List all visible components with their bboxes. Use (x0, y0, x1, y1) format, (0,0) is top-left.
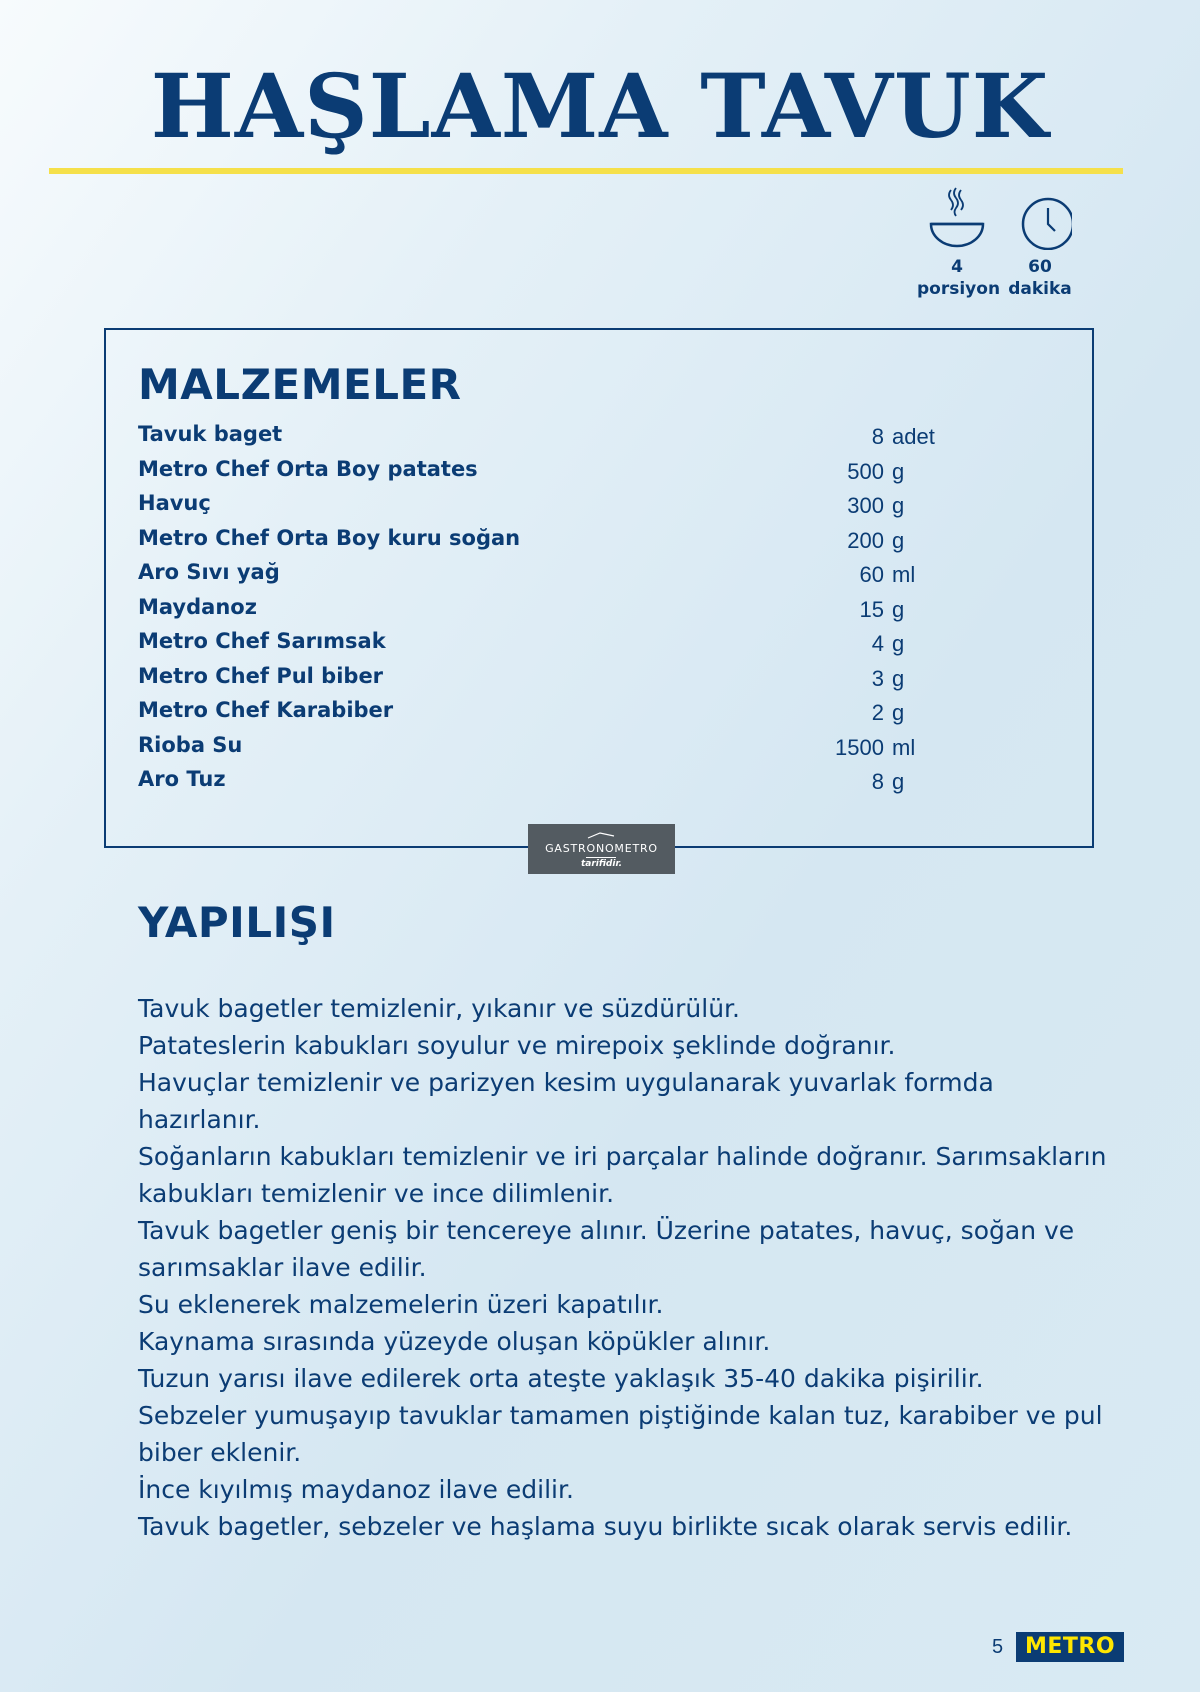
portions-value: 4 (951, 257, 963, 277)
ingredient-row (138, 767, 1038, 802)
chef-hat-icon (586, 830, 616, 840)
ingredient-name: Metro Chef Orta Boy patates (138, 456, 478, 481)
ingredient-unit: adet (892, 424, 935, 449)
ingredient-name: Aro Tuz (138, 767, 226, 791)
ingredient-name: Metro Chef Pul biber (138, 663, 384, 688)
ingredient-unit: g (892, 527, 905, 553)
metro-logo (1016, 1632, 1124, 1662)
ingredient-row (138, 733, 1038, 768)
ingredient-unit: g (892, 596, 905, 622)
ingredient-name: Metro Chef Orta Boy kuru soğan (138, 525, 521, 550)
ingredient-row (138, 629, 1038, 664)
ingredient-qty: 300 (847, 493, 884, 518)
ingredient-unit: g (892, 458, 905, 484)
recipe-title: HAŞLAMA TAVUK (150, 54, 1050, 158)
portions-info (917, 186, 1001, 300)
method-step: Kaynama sırasında yüzeyde oluşan köpükler alınır. (138, 1327, 771, 1356)
ingredient-unit: g (892, 631, 905, 656)
method-heading: YAPILIŞI (138, 898, 336, 947)
ingredient-row (138, 526, 1038, 561)
ingredient-qty: 4 (871, 631, 884, 656)
method-step: Su eklenerek malzemelerin üzeri kapatılır. (138, 1290, 664, 1319)
ingredients-heading: MALZEMELER (138, 360, 462, 409)
ingredient-qty: 8 (871, 769, 884, 794)
method-step: İnce kıyılmış maydanoz ilave edilir. (138, 1475, 574, 1504)
page-number: 5 (992, 1636, 1004, 1658)
time-info (1000, 186, 1080, 300)
ingredient-unit: g (892, 769, 905, 794)
ingredient-qty: 200 (847, 527, 884, 553)
ingredient-qty: 1500 (835, 734, 884, 760)
method-step: Tavuk bagetler geniş bir tencereye alınır. Üzerine patates, havuç, soğan ve sarımsaklar ilave edilir. (138, 1216, 1075, 1282)
ingredient-row (138, 560, 1038, 595)
ingredient-name: Maydanoz (138, 594, 257, 619)
method-step: Soğanların kabukları temizlenir ve iri parçalar halinde doğranır. Sarımsakların kabukları temizlenir ve ince dilimlenir. (138, 1142, 1107, 1208)
ingredient-name: Aro Sıvı yağ (138, 560, 280, 584)
ingredient-qty: 8 (871, 424, 884, 449)
ingredient-unit: g (892, 493, 905, 518)
ingredient-unit: ml (892, 734, 916, 760)
portions-unit: porsiyon (917, 279, 1001, 299)
ingredient-row (138, 457, 1038, 492)
ingredient-row (138, 664, 1038, 699)
time-unit: dakika (1008, 279, 1072, 299)
ingredient-name: Metro Chef Sarımsak (138, 629, 386, 653)
badge-logo-text: GASTRONOMETRO (545, 842, 658, 855)
ingredients-list (138, 422, 1038, 802)
badge-sub-text: tarifidir. (580, 859, 623, 869)
ingredient-name: Rioba Su (138, 732, 243, 757)
method-step: Havuçlar temizlenir ve parizyen kesim uygulanarak yuvarlak formda hazırlanır. (138, 1068, 994, 1134)
method-step: Sebzeler yumuşayıp tavuklar tamamen piştiğinde kalan tuz, karabiber ve pul biber eklenir. (138, 1401, 1103, 1467)
time-value: 60 (1028, 257, 1052, 277)
metro-logo-text: METRO (1018, 1634, 1122, 1660)
ingredient-name: Havuç (138, 491, 211, 515)
ingredient-row (138, 698, 1038, 733)
clock-icon (1008, 186, 1072, 250)
ingredient-unit: ml (892, 562, 916, 587)
method-step: Tavuk bagetler temizlenir, yıkanır ve süzdürülür. (138, 994, 740, 1023)
method-steps (138, 990, 1108, 1545)
ingredient-name: Tavuk baget (138, 422, 283, 446)
method-step: Tuzun yarısı ilave edilerek orta ateşte yaklaşık 35-40 dakika pişirilir. (138, 1364, 984, 1393)
ingredient-row (138, 595, 1038, 630)
ingredient-unit: g (892, 700, 905, 725)
ingredient-qty: 60 (859, 562, 884, 587)
ingredient-row (138, 422, 1038, 457)
ingredient-name: Metro Chef Karabiber (138, 698, 394, 722)
method-step: Tavuk bagetler, sebzeler ve haşlama suyu birlikte sıcak olarak servis edilir. (138, 1512, 1073, 1541)
ingredient-unit: g (892, 665, 905, 691)
ingredient-qty: 3 (871, 665, 884, 691)
title-underline (49, 168, 1123, 174)
ingredient-row (138, 491, 1038, 526)
steaming-bowl-icon (925, 186, 989, 250)
method-step: Patateslerin kabukları soyulur ve mirepoix şeklinde doğranır. (138, 1031, 896, 1060)
gastronometro-badge (528, 824, 675, 874)
badge-divider (586, 857, 616, 858)
ingredient-qty: 500 (847, 458, 884, 484)
ingredient-qty: 2 (871, 700, 884, 725)
ingredient-qty: 15 (859, 596, 884, 622)
